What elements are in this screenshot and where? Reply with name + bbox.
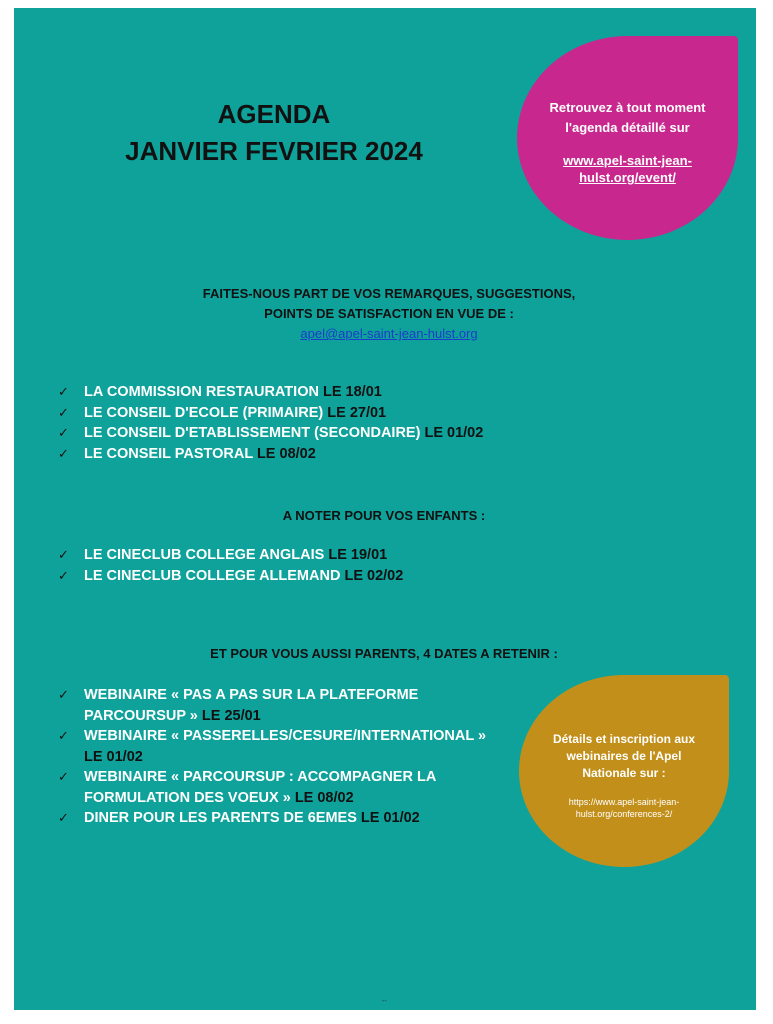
meetings-list [58, 382, 483, 464]
check-icon: ✓ [58, 547, 69, 562]
item-label: LE CONSEIL PASTORAL [84, 445, 257, 462]
list-item [58, 382, 483, 403]
item-label: DINER POUR LES PARENTS DE 6EMES [84, 810, 361, 826]
item-label: WEBINAIRE « PARCOURSUP : ACCOMPAGNER LA FORMULATION DES VOEUX » [84, 769, 436, 806]
check-icon: ✓ [58, 404, 69, 420]
list-item [58, 545, 403, 566]
item-date: LE 01/02 [360, 810, 420, 826]
item-date: LE 25/01 [201, 707, 261, 724]
page-title [84, 96, 464, 170]
check-icon: ✓ [58, 687, 69, 702]
webinar-callout-text: Détails et inscription aux webinaires de l'Apel Nationale sur : [552, 731, 696, 780]
item-date: LE 01/02 [84, 748, 143, 765]
list-item [58, 767, 508, 808]
webinar-link[interactable]: https://www.apel-saint-jean-hulst.org/conferences-2/ [568, 796, 680, 819]
title-line-2: JANVIER FEVRIER 2024 [125, 136, 423, 166]
list-item [58, 444, 483, 465]
item-label: LE CONSEIL D'ETABLISSEMENT (SECONDAIRE) [84, 425, 425, 441]
feedback-line-2: POINTS DE SATISFACTION EN VUE DE : [264, 306, 514, 321]
item-date: LE 08/02 [294, 789, 354, 806]
agenda-callout [517, 36, 738, 240]
item-label: LA COMMISSION RESTAURATION [84, 384, 323, 400]
list-item [58, 808, 508, 829]
children-list [58, 545, 403, 586]
list-item [58, 423, 483, 444]
webinar-callout [519, 675, 729, 867]
feedback-line-1: FAITES-NOUS PART DE VOS REMARQUES, SUGGESTIONS, [202, 286, 576, 301]
feedback-block [154, 284, 624, 344]
agenda-callout-text: Retrouvez à tout moment l'agenda détaillé sur [549, 100, 706, 135]
item-label: LE CINECLUB COLLEGE ANGLAIS [84, 547, 329, 563]
check-icon: ✓ [58, 425, 69, 440]
feedback-email-link[interactable]: apel@apel-saint-jean-hulst.org [300, 326, 478, 341]
check-icon: ✓ [58, 567, 69, 583]
check-icon: ✓ [58, 810, 69, 825]
agenda-link[interactable]: www.apel-saint-jean-hulst.org/event/ [563, 153, 692, 185]
item-date: LE 02/02 [344, 567, 404, 584]
item-label: WEBINAIRE « PASSERELLES/CESURE/INTERNATIONAL » [84, 728, 487, 744]
list-item [58, 566, 403, 587]
list-item [58, 403, 483, 424]
parents-section-title: ET POUR VOUS AUSSI PARENTS, 4 DATES A RETENIR : [210, 646, 558, 661]
item-label: LE CONSEIL D'ECOLE (PRIMAIRE) [84, 404, 328, 421]
list-item [58, 685, 508, 726]
item-date: LE 19/01 [328, 547, 388, 563]
item-label: WEBINAIRE « PAS A PAS SUR LA PLATEFORME PARCOURSUP » [84, 687, 419, 724]
check-icon: ✓ [58, 728, 69, 743]
list-item [58, 726, 508, 767]
footer-mark: -- [382, 998, 387, 1005]
item-label: LE CINECLUB COLLEGE ALLEMAND [84, 567, 345, 584]
children-section-title: A NOTER POUR VOS ENFANTS : [282, 508, 486, 523]
check-icon: ✓ [58, 384, 69, 399]
check-icon: ✓ [58, 769, 69, 784]
item-date: LE 27/01 [327, 404, 387, 421]
parents-list [58, 685, 508, 829]
check-icon: ✓ [58, 445, 69, 461]
agenda-page [14, 8, 756, 1010]
item-date: LE 08/02 [256, 445, 316, 462]
item-date: LE 01/02 [424, 425, 484, 441]
item-date: LE 18/01 [322, 384, 382, 400]
title-line-1: AGENDA [217, 99, 331, 129]
